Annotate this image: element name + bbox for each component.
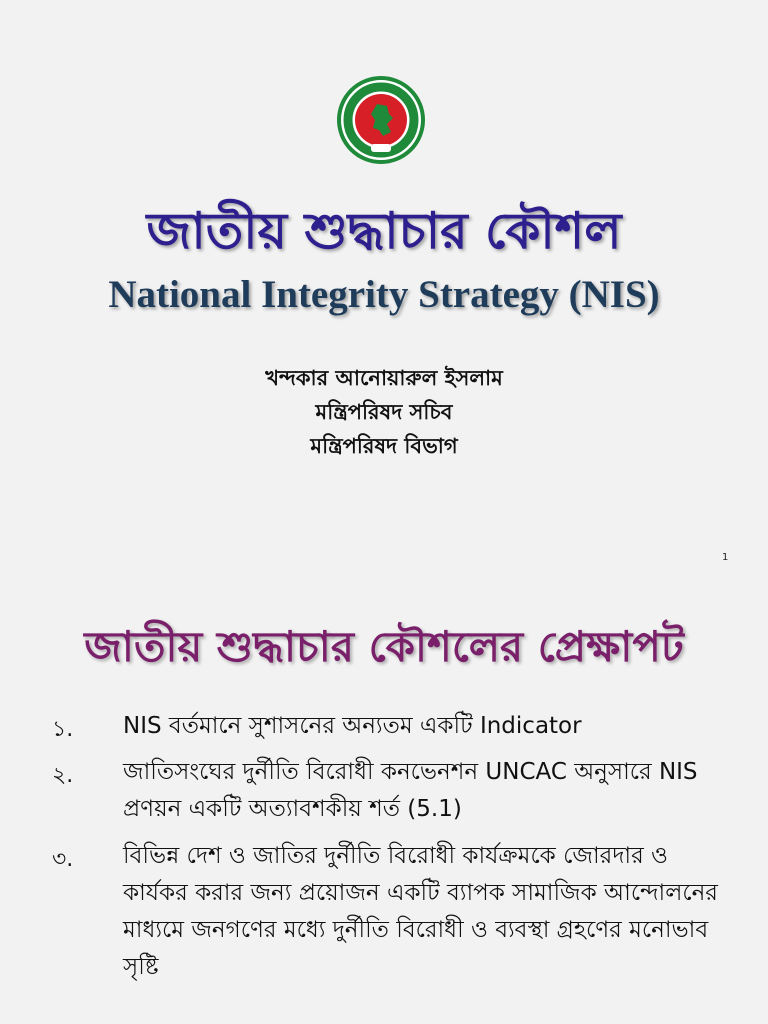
author-org: মন্ত্রিপরিষদ বিভাগ xyxy=(310,434,458,458)
author-role: মন্ত্রিপরিষদ সচিব xyxy=(315,400,453,424)
list-item-number: ১. xyxy=(52,717,74,742)
author-name: খন্দকার আনোয়ারুল ইসলাম xyxy=(265,366,503,390)
slide-2 xyxy=(0,580,768,1024)
list-item-text: বিভিন্ন দেশ ও জাতির দুর্নীতি বিরোধী কার্যক্রমকে জোরদার ও কার্যকর করার জন্য প্রয়োজন একটি ব্যাপক সামাজিক আন্দোলনের মাধ্যমে জনগণের মধ্যে দুর্নীতি বিরোধী ও ব্যবস্থা গ্রহণের মনোভাব সৃষ্টি xyxy=(123,843,718,980)
bangladesh-govt-seal-icon xyxy=(337,76,425,164)
slide-title-en: National Integrity Strategy (NIS) xyxy=(108,273,660,316)
list-item-number: ৩. xyxy=(52,847,74,872)
slide-title-bn: জাতীয় শুদ্ধাচার কৌশল xyxy=(146,202,622,260)
list-item-number: ২. xyxy=(52,763,74,788)
slide-2-title: জাতীয় শুদ্ধাচার কৌশলের প্রেক্ষাপট xyxy=(84,622,684,671)
page-number: 1 xyxy=(722,552,729,563)
list-item-text: NIS বর্তমানে সুশাসনের অন্যতম একটি Indicator xyxy=(123,713,582,739)
list-item-text: জাতিসংঘের দুর্নীতি বিরোধী কনভেনশন UNCAC অনুসারে NIS প্রণয়ন একটি অত্যাবশকীয় শর্ত (5.1) xyxy=(123,759,698,822)
